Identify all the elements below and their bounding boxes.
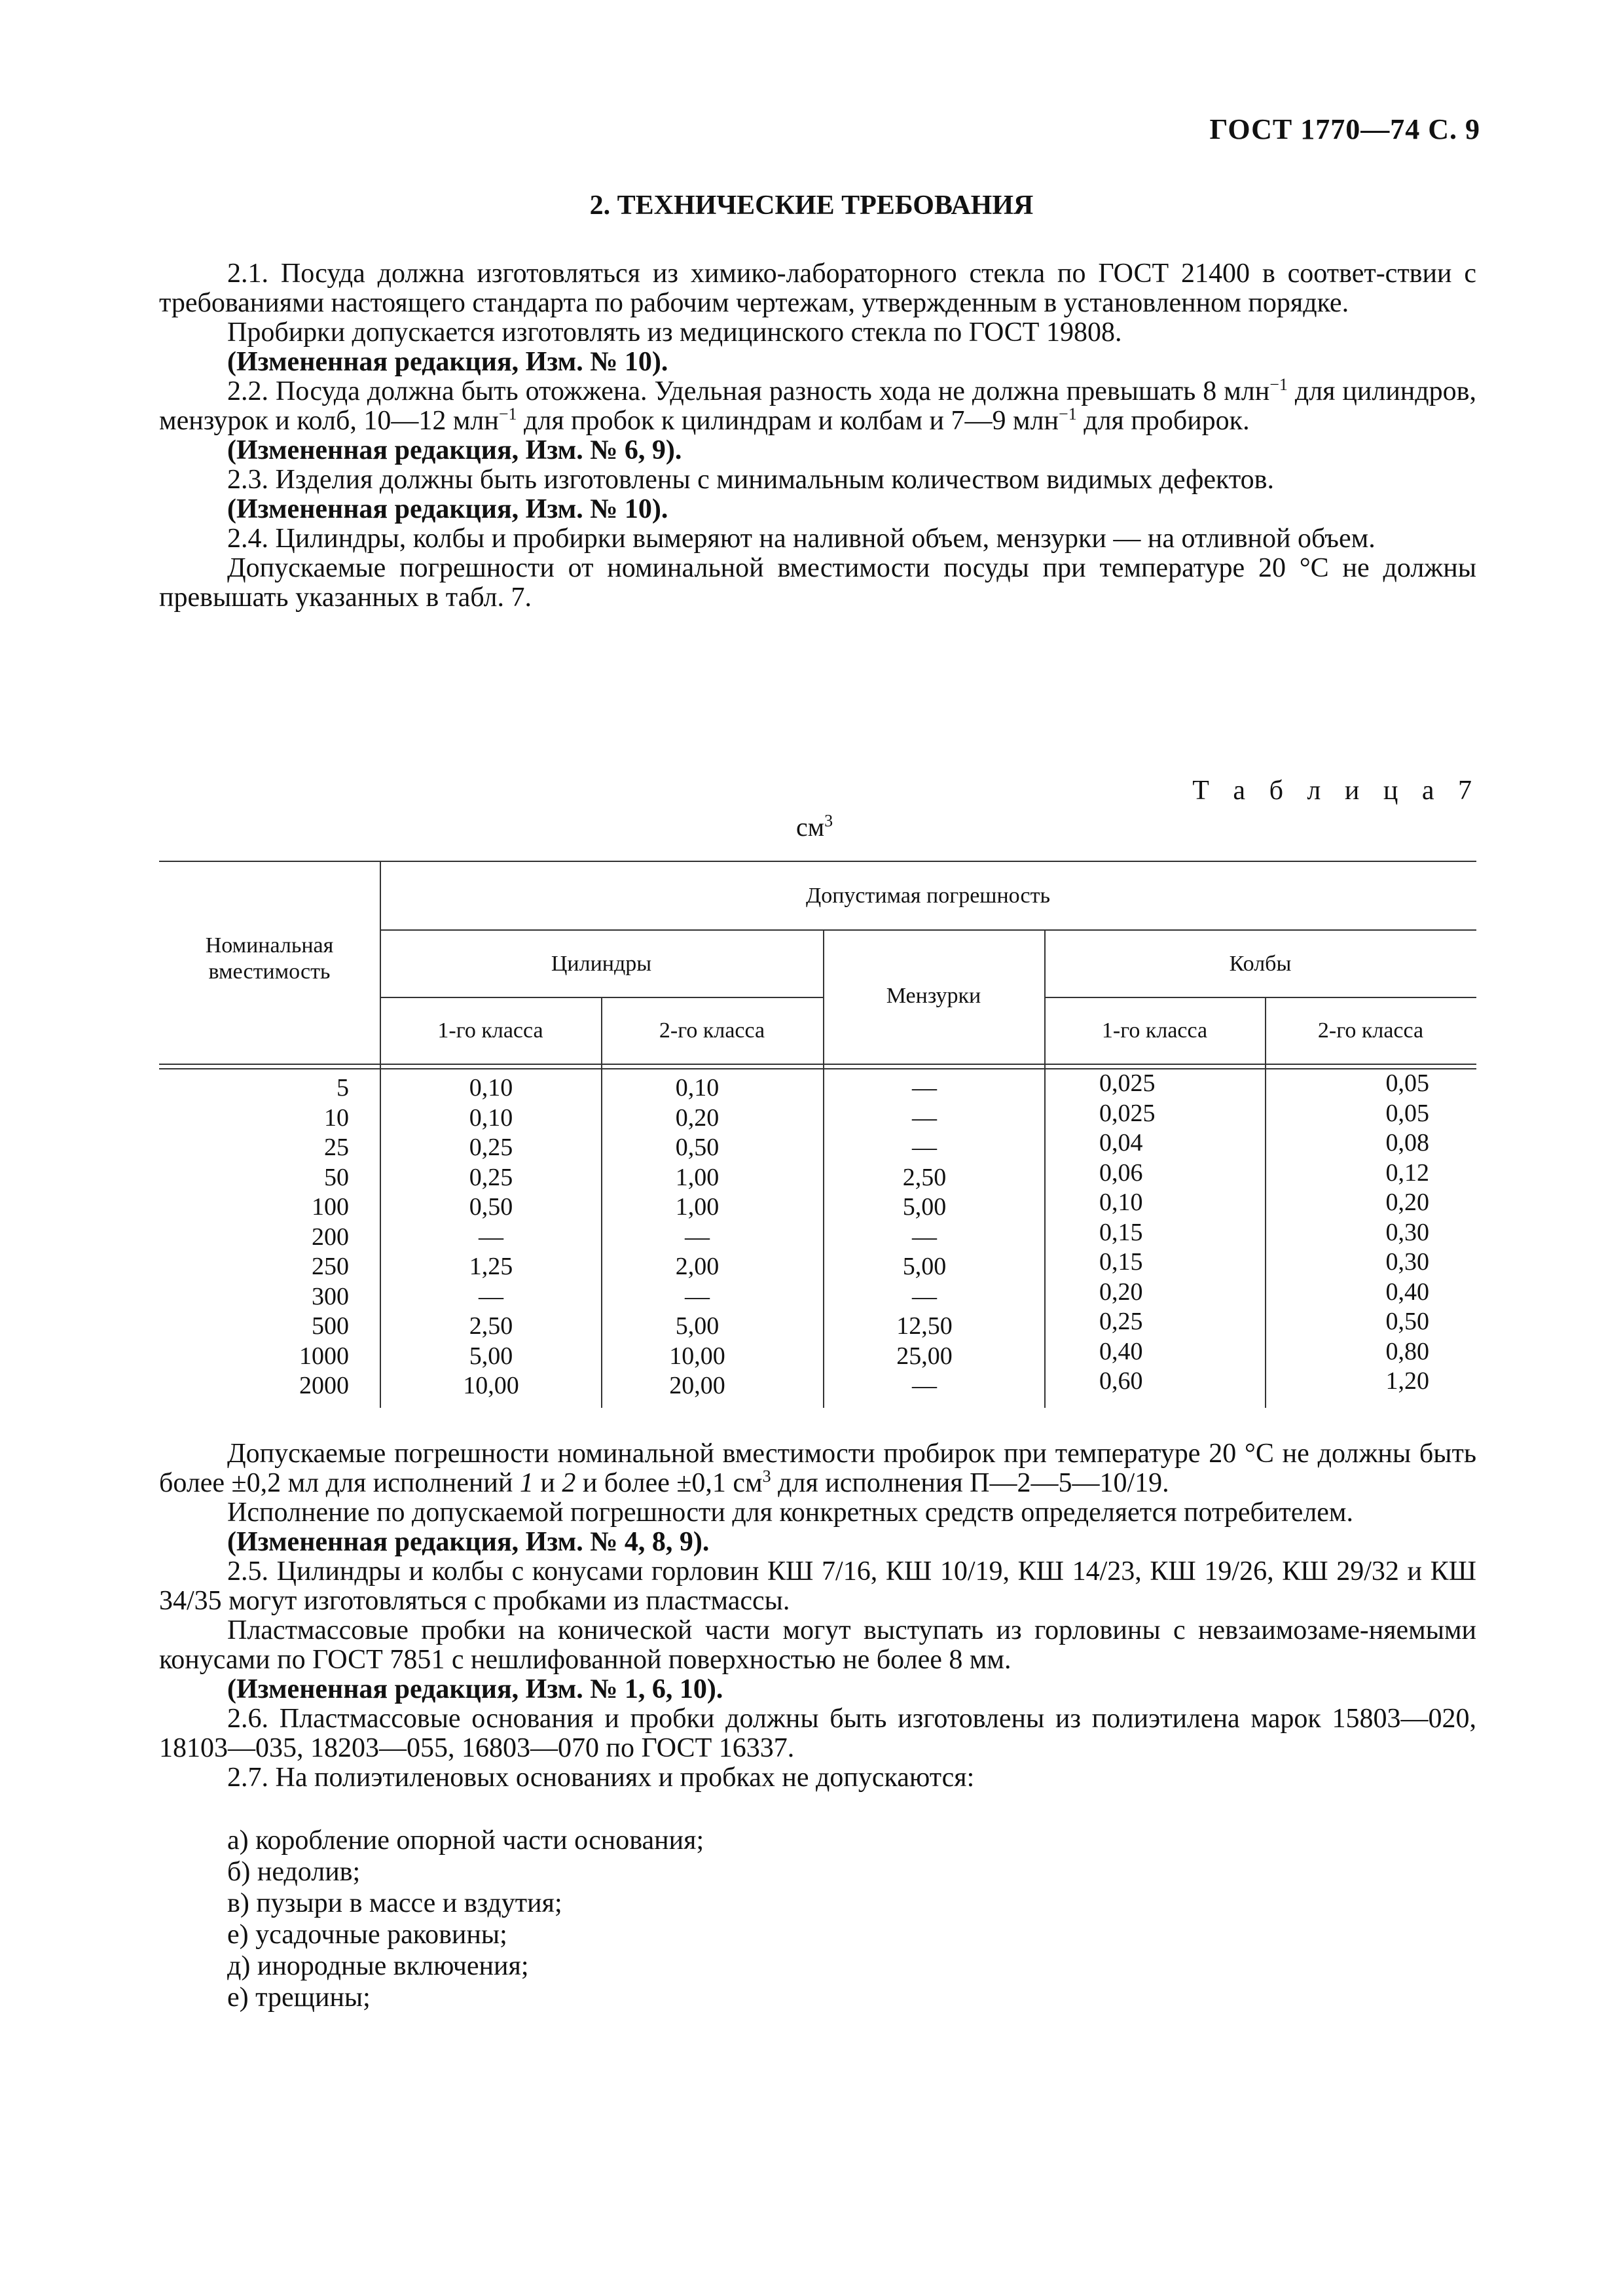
- column-flasks-class-2: [1364, 1069, 1429, 1397]
- revision-note: (Измененная редакция, Изм. № 10).: [227, 347, 668, 377]
- table-cell: —: [685, 1282, 710, 1310]
- top-text-block: [159, 259, 1476, 613]
- table-rule: [380, 929, 1476, 931]
- table-cell: 25: [324, 1134, 349, 1161]
- table-cell: 20,00: [669, 1372, 725, 1399]
- table-cell: 0,08: [1385, 1129, 1429, 1157]
- table-cell: —: [685, 1223, 710, 1251]
- table-cell: 5,00: [902, 1253, 947, 1280]
- table-cell: 0,40: [1385, 1278, 1429, 1306]
- paragraph-2-5: 2.5. Цилиндры и колбы с конусами горловин КШ 7/16, КШ 10/19, КШ 14/23, КШ 19/26, КШ 29/32 и КШ 34/35 могут изготовляться с пробками из пластмассы.: [159, 1556, 1476, 1616]
- header-tolerance: Допустимая погрешность: [806, 884, 1050, 908]
- table-cell: 1,25: [469, 1253, 513, 1280]
- paragraph-2-6: 2.6. Пластмассовые основания и пробки должны быть изготовлены из полиэтилена марок 15803—020, 18103—035, 18203—055, 16803—070 по ГОСТ 16337.: [159, 1704, 1476, 1763]
- table-cell: 10: [324, 1103, 349, 1132]
- section-title: 2. ТЕХНИЧЕСКИЕ ТРЕБОВАНИЯ: [589, 190, 1034, 221]
- header-flasks-class-1: 1-го класса: [1101, 1018, 1208, 1043]
- tolerance-table: [159, 861, 1476, 1408]
- table-cell: 0,10: [675, 1074, 720, 1102]
- paragraph-tubes-glass: Пробирки допускается изготовлять из медицинского стекла по ГОСТ 19808.: [227, 317, 1122, 348]
- document-reference: ГОСТ 1770—74 С. 9: [1209, 113, 1480, 145]
- table-cell: 2,50: [469, 1312, 513, 1340]
- table-cell: 5,00: [675, 1312, 720, 1340]
- table-rule: [159, 861, 1476, 862]
- table-cell: 100: [312, 1193, 349, 1221]
- table-cell: 50: [324, 1163, 349, 1191]
- table-cell: 0,30: [1385, 1218, 1429, 1246]
- table-rule: [1044, 929, 1046, 1408]
- table-cell: 0,04: [1099, 1129, 1143, 1157]
- table-cell: 300: [312, 1282, 349, 1310]
- table-cell: 500: [312, 1312, 349, 1340]
- table-rule: [159, 1068, 1476, 1069]
- table-rule: [159, 1064, 1476, 1065]
- table-cell: 5,00: [469, 1342, 513, 1370]
- table-rule: [380, 861, 381, 1408]
- table-cell: 5: [337, 1074, 349, 1102]
- table-cell: 0,06: [1099, 1158, 1143, 1187]
- bottom-text-block: [159, 1439, 1476, 1793]
- header-beakers: Мензурки: [886, 984, 981, 1008]
- table-cell: 0,50: [1385, 1308, 1429, 1335]
- table-cell: 10,00: [463, 1372, 519, 1399]
- table-cell: 0,30: [1385, 1248, 1429, 1276]
- table-rule: [601, 997, 602, 1408]
- paragraph-2-3: 2.3. Изделия должны быть изготовлены с минимальным количеством видимых дефектов.: [227, 465, 1275, 495]
- table-rule: [1265, 997, 1266, 1408]
- table-cell: 0,50: [469, 1193, 513, 1221]
- table-cell: —: [912, 1134, 937, 1161]
- table-cell: 0,15: [1099, 1218, 1143, 1246]
- list-item: в) пузыри в массе и вздутия;: [227, 1888, 562, 1918]
- table-label: Т а б л и ц а 7: [1192, 776, 1480, 806]
- header-cylinders-class-2: 2-го класса: [659, 1018, 765, 1043]
- header-cylinders: Цилиндры: [551, 952, 652, 976]
- table-cell: 12,50: [896, 1312, 953, 1340]
- table-cell: 0,50: [675, 1134, 720, 1161]
- column-cylinders-class-1: [432, 1073, 550, 1401]
- table-cell: 0,60: [1099, 1367, 1143, 1395]
- table-cell: 0,025: [1099, 1069, 1156, 1097]
- revision-note: (Измененная редакция, Изм. № 1, 6, 10).: [227, 1674, 723, 1704]
- paragraph-2-4: 2.4. Цилиндры, колбы и пробирки вымеряют на наливной объем, мензурки — на отливной объем.: [227, 524, 1376, 554]
- header-flasks-class-2: 2-го класса: [1317, 1018, 1424, 1043]
- table-cell: 0,20: [675, 1103, 720, 1132]
- table-cell: 2,00: [675, 1253, 720, 1280]
- header-flasks: Колбы: [1229, 952, 1292, 976]
- table-unit: $см^3$: [796, 811, 833, 842]
- table-cell: —: [912, 1074, 937, 1102]
- table-cell: 0,10: [1099, 1189, 1143, 1216]
- table-cell: 0,25: [1099, 1308, 1143, 1335]
- table-cell: 0,40: [1099, 1337, 1143, 1365]
- table-cell: —: [912, 1372, 937, 1399]
- table-cell: 1,00: [675, 1193, 720, 1221]
- table-cell: 1000: [299, 1342, 349, 1370]
- table-cell: 10,00: [669, 1342, 725, 1370]
- table-cell: 0,20: [1385, 1189, 1429, 1216]
- table-cell: 0,80: [1385, 1337, 1429, 1365]
- header-nominal-capacity: Номинальная вместимость: [205, 933, 334, 984]
- table-cell: 0,25: [469, 1163, 513, 1191]
- table-cell: 1,20: [1385, 1367, 1429, 1395]
- list-item: б) недолив;: [227, 1857, 361, 1887]
- table-cell: 0,15: [1099, 1248, 1143, 1276]
- table-cell: —: [912, 1103, 937, 1132]
- revision-note: (Измененная редакция, Изм. № 10).: [227, 494, 668, 524]
- table-cell: 200: [312, 1223, 349, 1251]
- table-cell: —: [912, 1223, 937, 1251]
- table-cell: —: [912, 1282, 937, 1310]
- table-rule: [1044, 997, 1476, 998]
- table-cell: —: [479, 1223, 503, 1251]
- table-cell: 0,12: [1385, 1158, 1429, 1187]
- column-flasks-class-1: [1099, 1069, 1217, 1397]
- table-cell: 0,20: [1099, 1278, 1143, 1306]
- table-cell: 0,05: [1385, 1069, 1429, 1097]
- list-item: е) усадочные раковины;: [227, 1920, 507, 1950]
- table-cell: 0,10: [469, 1103, 513, 1132]
- list-item: д) инородные включения;: [227, 1951, 529, 1981]
- revision-note: (Измененная редакция, Изм. № 6, 9).: [227, 435, 682, 465]
- table-cell: 0,10: [469, 1074, 513, 1102]
- table-cell: 0,05: [1385, 1099, 1429, 1127]
- paragraph-2-2: 2.2. Посуда должна быть отожжена. Удельная разность хода не должна превышать 8 млн$^{-1}$ для цилиндров, мензурок и колб, 10—12 млн$^{-1}$ для пробок к цилиндрам и колбам и 7—9 млн$^{-1}$ для пробирок.: [159, 375, 1476, 436]
- paragraph-2-7: 2.7. На полиэтиленовых основаниях и пробках не допускаются:: [227, 1763, 975, 1793]
- table-cell: —: [479, 1282, 503, 1310]
- paragraph-2-1: 2.1. Посуда должна изготовляться из химико-лабораторного стекла по ГОСТ 21400 в соответ-ствии с требованиями настоящего стандарта по рабочим чертежам, утвержденным в установленном порядке.: [159, 259, 1476, 318]
- column-beakers: [866, 1073, 983, 1401]
- table-cell: 1,00: [675, 1163, 720, 1191]
- header-cylinders-class-1: 1-го класса: [437, 1018, 543, 1043]
- table-cell: 25,00: [896, 1342, 953, 1370]
- list-item: а) коробление опорной части основания;: [227, 1825, 704, 1856]
- paragraph-consumer: Исполнение по допускаемой погрешности для конкретных средств определяется потребителем.: [227, 1498, 1354, 1528]
- paragraph-plastic-stoppers: Пластмассовые пробки на конической части могут выступать из горловины с невзаимозаме-няемыми конусами по ГОСТ 7851 с нешлифованной поверхностью не более 8 мм.: [159, 1615, 1476, 1675]
- table-cell: 2000: [299, 1372, 349, 1399]
- column-cylinders-class-2: [638, 1073, 756, 1401]
- table-cell: 2,50: [902, 1163, 947, 1191]
- list-item: е) трещины;: [227, 1982, 371, 2013]
- defects-list: [227, 1825, 704, 2013]
- table-cell: 0,25: [469, 1134, 513, 1161]
- revision-note: (Измененная редакция, Изм. № 4, 8, 9).: [227, 1527, 710, 1557]
- paragraph-tolerance: Допускаемые погрешности от номинальной вместимости посуды при температуре 20 °С не должны превышать указанных в табл. 7.: [159, 553, 1476, 613]
- paragraph-tube-tolerance: Допускаемые погрешности номинальной вместимости пробирок при температуре 20 °С не должны быть более ±0,2 мл для исполнений 1 и 2 и более ±0,1 $см^3$ для исполнения П—2—5—10/19.: [159, 1439, 1476, 1498]
- column-nominal: [257, 1073, 349, 1401]
- table-cell: 250: [312, 1253, 349, 1280]
- table-cell: 5,00: [902, 1193, 947, 1221]
- table-cell: 0,025: [1099, 1099, 1156, 1127]
